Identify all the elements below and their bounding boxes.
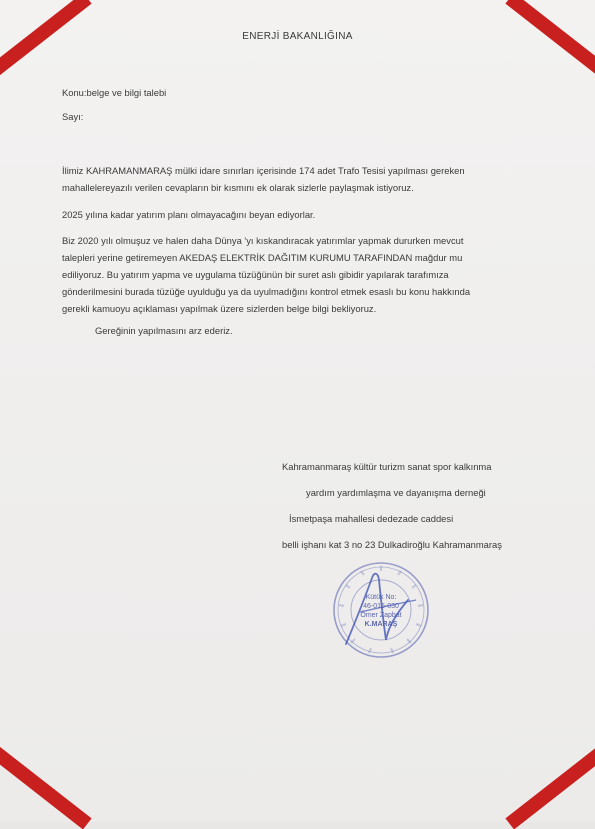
paragraph-line: İlimiz KAHRAMANMARAŞ mülki idare sınırları içerisinde 174 adet Trafo Tesisi yapılması gereken (62, 165, 465, 176)
sender-address-1: İsmetpaşa mahallesi dedezade caddesi (289, 513, 454, 524)
subject-line: Konu:belge ve bilgi talebi (62, 87, 167, 98)
paragraph-line: ediliyoruz. Bu yatırım yapma ve uygulama tüzüğünün bir suret aslı gibidir yapılarak tarafımıza (62, 269, 449, 280)
sender-line-1: Kahramanmaraş kültür turizm sanat spor kalkınma (282, 461, 492, 472)
paragraph-1 (62, 162, 465, 196)
red-corner-ribbon (505, 745, 595, 829)
red-corner-ribbon (0, 745, 92, 829)
svg-text:46-015-030: 46-015-030 (363, 603, 399, 610)
closing-line: Gereğinin yapılmasını arz ederiz. (95, 325, 233, 336)
paragraph-2: 2025 yılına kadar yatırım planı olmayacağını beyan ediyorlar. (62, 209, 316, 220)
signature-icon (338, 560, 428, 650)
reference-number-label: Sayı: (62, 111, 84, 122)
paragraph-line: talepleri yerine getiremeyen AKEDAŞ ELEKTRİK DAĞITIM KURUMU TARAFINDAN mağdur mu (62, 252, 463, 263)
paragraph-line: Biz 2020 yılı olmuşuz ve halen daha Dünya 'yı kıskandıracak yatırımlar yapmak dururken mevcut (62, 235, 464, 246)
svg-text:K.MARAŞ: K.MARAŞ (364, 621, 398, 628)
paragraph-line: gerekli kamuoyu açıklaması yapılmak üzere sizlerden belge bilgi bekliyoruz. (62, 303, 377, 314)
paragraph-3 (62, 232, 470, 317)
paragraph-line: gönderilmesini burada tüzüğe uyulduğu ya da uyulmadığını kontrol etmek esaslı bu konu hakkında (62, 286, 471, 297)
sender-line-2: yardım yardımlaşma ve dayanışma derneği (306, 487, 486, 498)
svg-text:Ömer Zapbat: Ömer Zapbat (360, 612, 402, 619)
sender-address-2: belli işhanı kat 3 no 23 Dulkadiroğlu Kahramanmaraş (282, 539, 502, 550)
addressee-title: ENERJİ BAKANLIĞINA (242, 31, 353, 42)
paragraph-line: mahallelereyazılı verilen cevapların bir kısmını ek olarak sizlerle paylaşmak istiyoruz. (62, 182, 414, 193)
svg-text:Kütük No:: Kütük No: (365, 594, 397, 601)
